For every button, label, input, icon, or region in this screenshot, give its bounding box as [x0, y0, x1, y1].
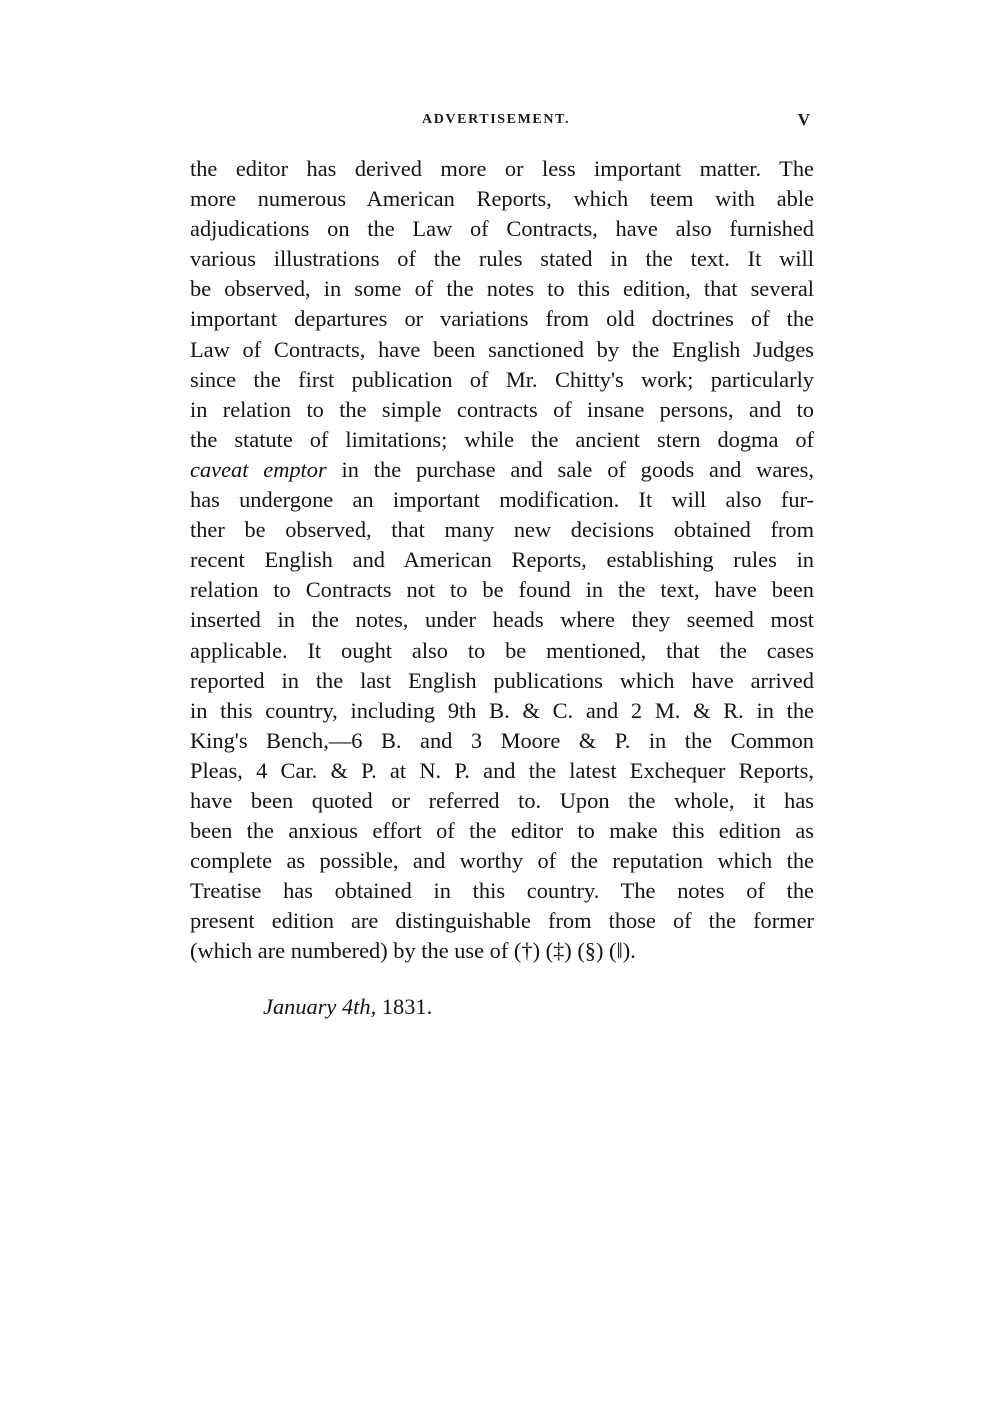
- text-line: various illustrations of the rules stated in the text. It will: [190, 246, 814, 272]
- running-title: ADVERTISEMENT.: [422, 112, 571, 127]
- text-line-final: (which are numbered) by the use of (†) (‡) (§) (‖).: [190, 938, 636, 964]
- text-line: ther be observed, that many new decisions obtained from: [190, 517, 814, 543]
- text-line: since the first publication of Mr. Chitty's work; particularly: [190, 366, 814, 392]
- text-line: have been quoted or referred to. Upon the whole, it has: [190, 787, 814, 813]
- text-line: Law of Contracts, have been sanctioned by the English Judges: [190, 336, 814, 362]
- text-line: complete as possible, and worthy of the reputation which the: [190, 848, 814, 874]
- text-line: the statute of limitations; while the ancient stern dogma of: [190, 426, 814, 452]
- text-line: relation to Contracts not to be found in the text, have been: [190, 577, 814, 603]
- text-line: King's Bench,—6 B. and 3 Moore & P. in the Common: [190, 727, 814, 753]
- text-line: been the anxious effort of the editor to make this edition as: [190, 818, 814, 844]
- text-line: Pleas, 4 Car. & P. at N. P. and the latest Exchequer Reports,: [190, 757, 814, 783]
- dateline-year: 1831.: [381, 994, 433, 1019]
- text-line: inserted in the notes, under heads where they seemed most: [190, 607, 814, 633]
- dateline-month-day: January 4th,: [263, 994, 377, 1019]
- page-number: V: [797, 110, 810, 129]
- page-header: [190, 110, 812, 136]
- text-line: in relation to the simple contracts of insane persons, and to: [190, 396, 814, 422]
- dateline: [263, 994, 432, 1020]
- text-line: recent English and American Reports, establishing rules in: [190, 547, 814, 573]
- text-line: reported in the last English publications which have arrived: [190, 667, 814, 693]
- text-line: in this country, including 9th B. & C. and 2 M. & R. in the: [190, 697, 814, 723]
- text-line: adjudications on the Law of Contracts, have also furnished: [190, 216, 814, 242]
- text-line: be observed, in some of the notes to this edition, that several: [190, 276, 814, 302]
- text-line: Treatise has obtained in this country. The notes of the: [190, 878, 814, 904]
- text-line: the editor has derived more or less important matter. The: [190, 156, 814, 181]
- text-line: has undergone an important modification. It will also fur-: [190, 487, 814, 513]
- text-line-remainder: in the purchase and sale of goods and wares,: [341, 456, 814, 482]
- text-line: applicable. It ought also to be mentioned, that the cases: [190, 637, 814, 663]
- text-line: more numerous American Reports, which teem with able: [190, 186, 814, 212]
- advertisement-paragraph: [190, 154, 814, 967]
- text-line: important departures or variations from old doctrines of the: [190, 306, 814, 332]
- italic-phrase: caveat emptor: [190, 456, 327, 482]
- text-line: present edition are distinguishable from those of the former: [190, 908, 814, 934]
- text-line-with-italic: [190, 455, 814, 485]
